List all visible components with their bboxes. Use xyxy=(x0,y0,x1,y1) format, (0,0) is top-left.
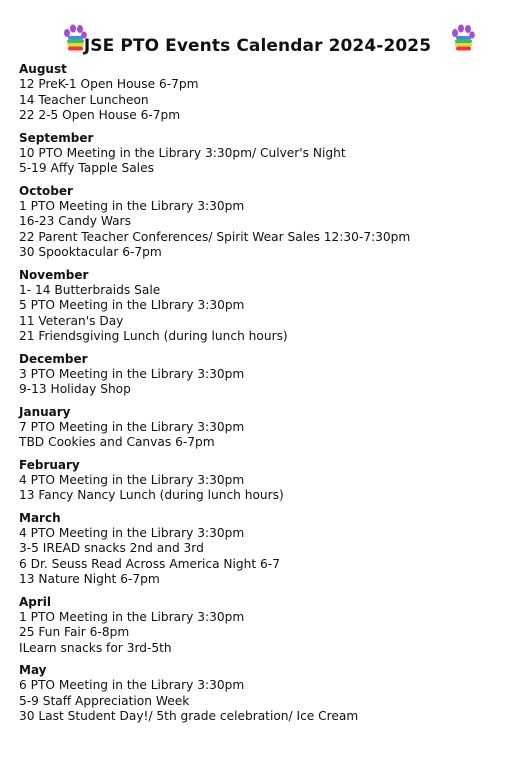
event-item: 11 Veteran's Day xyxy=(19,313,124,328)
page-header xyxy=(0,20,515,60)
month-heading: October xyxy=(19,183,73,198)
calendar-content xyxy=(19,61,499,731)
event-item: 14 Teacher Luncheon xyxy=(19,92,149,107)
event-item: 13 Nature Night 6-7pm xyxy=(19,572,160,586)
event-item: 5 PTO Meeting in the LIbrary 3:30pm xyxy=(19,298,245,312)
event-item: 30 Last Student Day!/ 5th grade celebration/ Ice Cream xyxy=(19,709,359,723)
event-item: ILearn snacks for 3rd-5th xyxy=(19,640,172,655)
month-august xyxy=(19,61,499,124)
event-item: 22 Parent Teacher Conferences/ Spirit Wear Sales 12:30-7:30pm xyxy=(19,229,411,244)
month-february xyxy=(19,457,499,504)
event-item: 1 PTO Meeting in the Library 3:30pm xyxy=(19,198,245,213)
event-item: 5-19 Affy Tapple Sales xyxy=(19,161,154,175)
month-march xyxy=(19,510,499,588)
month-september xyxy=(19,130,499,177)
event-item: 12 PreK-1 Open House 6-7pm xyxy=(19,77,199,91)
month-january xyxy=(19,404,499,451)
event-item: 4 PTO Meeting in the Library 3:30pm xyxy=(19,472,245,487)
event-item: 10 PTO Meeting in the Library 3:30pm/ Culver's Night xyxy=(19,145,346,160)
month-heading: September xyxy=(19,130,94,145)
event-item: 21 Friendsgiving Lunch (during lunch hours) xyxy=(19,329,288,343)
month-april xyxy=(19,594,499,657)
event-item: 7 PTO Meeting in the Library 3:30pm xyxy=(19,419,245,434)
event-item: 16-23 Candy Wars xyxy=(19,214,131,228)
month-heading: November xyxy=(19,267,89,282)
month-heading: March xyxy=(19,510,61,525)
event-item: 22 2-5 Open House 6-7pm xyxy=(19,108,181,122)
event-item: 6 Dr. Seuss Read Across America Night 6-7 xyxy=(19,556,280,571)
event-item: TBD Cookies and Canvas 6-7pm xyxy=(19,435,215,449)
event-item: 1- 14 Butterbraids Sale xyxy=(19,282,161,297)
month-heading: August xyxy=(19,62,67,76)
event-item: 25 Fun Fair 6-8pm xyxy=(19,625,130,639)
event-item: 5-9 Staff Appreciation Week xyxy=(19,693,190,708)
month-heading: May xyxy=(19,663,47,677)
month-october xyxy=(19,183,499,261)
event-item: 3-5 IREAD snacks 2nd and 3rd xyxy=(19,541,204,555)
month-heading: April xyxy=(19,594,52,609)
event-item: 30 Spooktacular 6-7pm xyxy=(19,245,162,259)
paw-print-icon xyxy=(450,24,476,54)
month-may xyxy=(19,662,499,725)
month-heading: January xyxy=(19,404,71,419)
event-item: 3 PTO Meeting in the Library 3:30pm xyxy=(19,366,245,381)
month-december xyxy=(19,351,499,398)
event-item: 6 PTO Meeting in the Library 3:30pm xyxy=(19,678,245,692)
event-item: 13 Fancy Nancy Lunch (during lunch hours) xyxy=(19,488,284,502)
page-title: JSE PTO Events Calendar 2024-2025 xyxy=(83,36,432,56)
event-item: 1 PTO Meeting in the Library 3:30pm xyxy=(19,609,245,624)
month-heading: February xyxy=(19,457,80,472)
month-heading: December xyxy=(19,351,88,366)
event-item: 9-13 Holiday Shop xyxy=(19,382,131,396)
month-november xyxy=(19,267,499,345)
event-item: 4 PTO Meeting in the Library 3:30pm xyxy=(19,525,245,540)
